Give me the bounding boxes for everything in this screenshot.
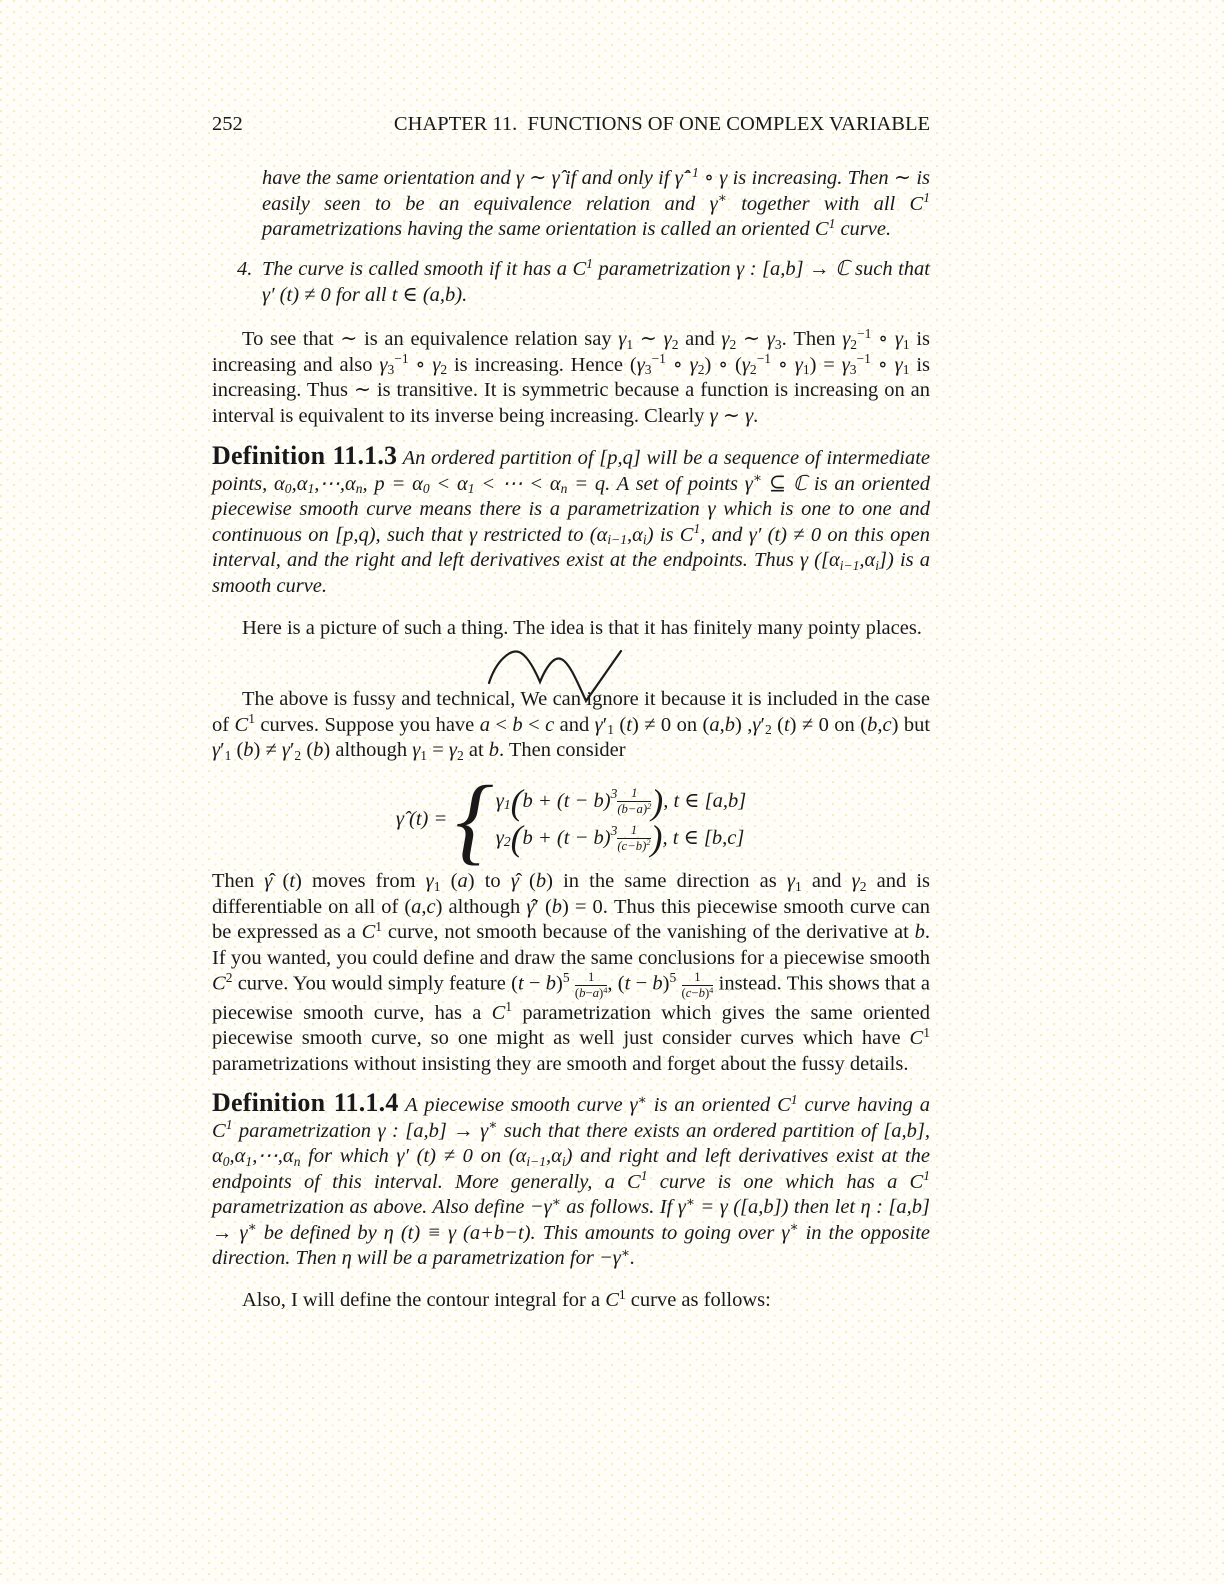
paragraph-then-discussion: Then γ̂ (t) moves from $\gamma_1$ (a) to γ̂ (b) in the same direction as $\gamma_1$ and $\gamma_2$ and is differentiable on all of (a,c) although γ̂′ (b) = 0. Thus this piecewise smooth curve can be expressed as a $C^1$ curve, not smooth because of the vanishing of the derivative at b. If you wanted, you could define and draw the same conclusions for a piecewise smooth $C^2$ curve. You would simply feature $(t - b)^5$ $\frac{1}{(b-a)^4}$ , $(t - b)^5$ $\frac{1}{(c-b)^4}$ instead. This shows that a piecewise smooth curve, has a $C^1$ parametrization which gives the same oriented piecewise smooth curve, so one might as well just consider curves which have $C^1$ parametrizations without insisting they are smooth and forget about the fussy details. (212, 870, 931, 1075)
definition-11-1-3 (212, 443, 930, 599)
paragraph-item3-continuation: have the same orientation and γ ∼ γ̂ if and only if γ̂$^{-1}$ ∘ γ is increasing. Then ∼ is easily seen to be an equivalence relation and γ∗ together with all $C^1$ parametrizations having the same orientation is called an oriented $C^1$ curve. (262, 164, 930, 240)
page-header (212, 112, 930, 136)
equation-case-1: γ $_1$ ( b + (t − b) $^3$ $\frac{1}{(b-a)^2}$ ) , t ∈ [a,b] (495, 781, 747, 822)
equation-lhs: γ̂ (t) = (395, 808, 448, 831)
definition-11-1-4 (212, 1090, 930, 1272)
definition-11-1-4-body: A piecewise smooth curve γ∗ is an oriented $C^1$ curve having a $C^1$ parametrization γ : [a,b] → γ∗ such that there exists an ordered partition of [a,b], $\alpha_0,\alpha_1,\cdots,\alpha_n$ for which γ′ (t) ≠ 0 on $(\alpha_{i-1},\alpha_i)$ and right and left derivatives exist at the endpoints of this interval. More generally, a $C^1$ curve is one which has a $C^1$ parametrization as above. Also define −γ∗ as follows. If γ∗ = γ ([a,b]) then let η : [a,b] → γ∗ be defined by η (t) ≡ γ (a+b−t). This amounts to going over γ∗ in the opposite direction. Then η will be a parametrization for −γ∗. (212, 1091, 931, 1269)
list-item-4 (237, 255, 930, 308)
list-item-number: 4. (237, 258, 253, 280)
definition-11-1-3-label: Definition 11.1.3 (212, 441, 398, 470)
equation-cases (495, 781, 747, 859)
running-header: CHAPTER 11. FUNCTIONS OF ONE COMPLEX VARIABLE (393, 113, 930, 135)
list-item-text: The curve is called smooth if it has a $C^1$ parametrization γ : [a,b] → ℂ such that γ′ (t) ≠ 0 for all t ∈ (a,b). (262, 255, 930, 306)
equation-case-2: γ $_2$ ( b + (t − b) $^3$ $\frac{1}{(c-b)^2}$ ) , t ∈ [b,c] (495, 818, 745, 859)
paragraph-contour-integral-intro: Also, I will define the contour integral for a $C^1$ curve as follows: (242, 1286, 771, 1311)
paragraph-picture-intro: Here is a picture of such a thing. The idea is that it has finitely many pointy places. (242, 617, 922, 639)
definition-11-1-4-label: Definition 11.1.4 (212, 1088, 399, 1117)
paragraph-fussy-technical: The above is fussy and technical, We can ignore it because it is included in the case of $C^1$ curves. Suppose you have a < b < c and $\gamma'_1$ (t) ≠ 0 on (a,b) $,\gamma'_2$ (t) ≠ 0 on (b,c) but $\gamma'_1$ $(b) \ne \gamma'_2$ (b) although $\gamma_1 = \gamma_2$ at b. Then consider (212, 688, 931, 763)
left-brace-icon: { (455, 764, 494, 874)
definition-11-1-3-body: An ordered partition of [p,q] will be a sequence of intermediate points, $\alpha_0,\alpha_1,\cdots,\alpha_n$, $p = \alpha_0 < \alpha_1$ < ⋯ < $\alpha_n = q$. A set of points γ∗ ⊆ ℂ is an oriented piecewise smooth curve means there is a parametrization γ which is one to one and continuous on [p,q), such that γ restricted to $(\alpha_{i-1},\alpha_i)$ is $C^1$, and γ′ (t) ≠ 0 on this open interval, and the right and left derivatives exist at the endpoints. Thus γ $([\alpha_{i-1},\alpha_i])$ is a smooth curve. (212, 447, 930, 597)
paragraph-equivalence-relation: To see that ∼ is an equivalence relation say $\gamma_1$ ∼ $\gamma_2$ and $\gamma_2$ ∼ $\gamma_3$. Then $\gamma_2^{-1}$ ∘ $\gamma_1$ is increasing and also $\gamma_3^{-1}$ ∘ $\gamma_2$ is increasing. Hence ($\gamma_3^{-1}$ ∘ $\gamma_2$) ∘ ($\gamma_2^{-1}$ ∘ $\gamma_1) = \gamma_3^{-1}$ ∘ $\gamma_1$ is increasing. Thus ∼ is transitive. It is symmetric because a function is increasing on an interval is equivalent to its inverse being increasing. Clearly γ ∼ γ. (212, 325, 930, 427)
display-equation (212, 764, 930, 874)
page-number: 252 (212, 113, 243, 135)
